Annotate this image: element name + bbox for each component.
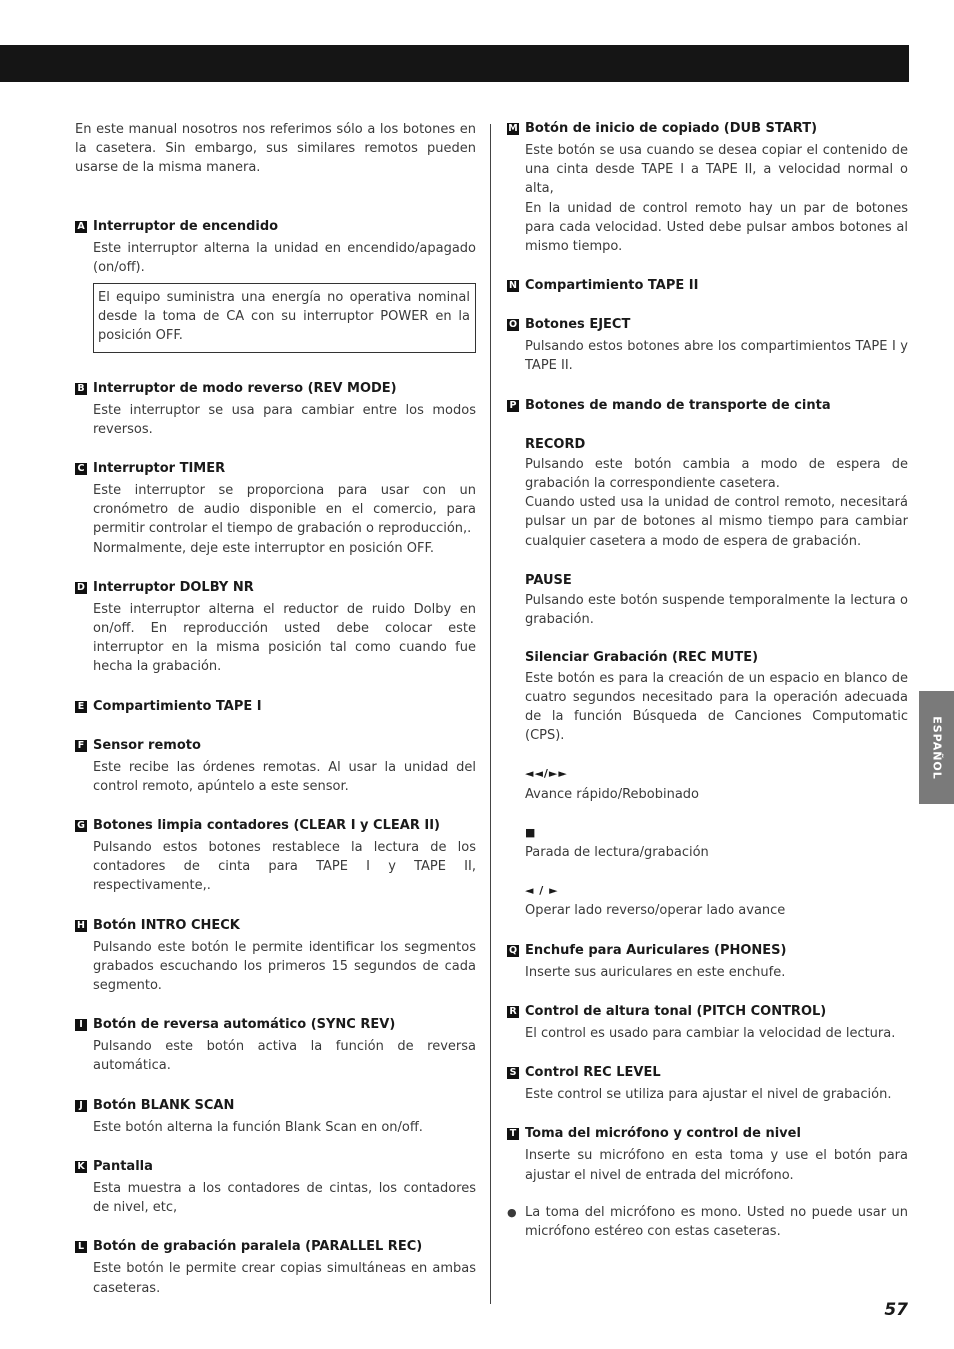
item-h xyxy=(75,917,476,996)
item-r xyxy=(507,1003,908,1043)
item-title: Interruptor de modo reverso (REV MODE) xyxy=(93,380,397,396)
item-letter: J xyxy=(75,1100,87,1112)
item-f xyxy=(75,737,476,796)
sub-body: Parada de lectura/grabación xyxy=(525,845,709,861)
item-letter: T xyxy=(507,1128,519,1140)
item-letter: A xyxy=(75,221,87,233)
item-g xyxy=(75,817,476,896)
item-body: Este interruptor se proporciona para usar con un cronómetro de audio disponible en el comercio, para permitir controlar el tiempo de grabación o reproducción,. xyxy=(93,483,476,537)
bullet-text: La toma del micrófono es mono. Usted no puede usar un micrófono estéreo con estas caseteras. xyxy=(525,1204,908,1239)
left-item-list xyxy=(75,218,476,1298)
language-tab xyxy=(919,691,954,804)
sub-ff-rew xyxy=(525,764,908,803)
sub-record xyxy=(525,435,908,551)
left-column xyxy=(75,120,476,1319)
item-letter: H xyxy=(75,920,87,932)
sub-rec-mute xyxy=(525,648,908,745)
item-d xyxy=(75,579,476,677)
item-a xyxy=(75,218,476,353)
item-title: Interruptor DOLBY NR xyxy=(93,579,254,595)
item-letter: Q xyxy=(508,944,518,956)
item-body: Esta muestra a los contadores de cintas, los contadores de nivel, etc, xyxy=(93,1180,476,1216)
language-tab-label: ESPAÑOL xyxy=(930,715,944,780)
bullet-icon: ● xyxy=(507,1205,517,1219)
item-m xyxy=(507,120,908,256)
item-body: Inserte su micrófono en esta toma y use el botón para ajustar el nivel de entrada del micrófono. xyxy=(525,1148,908,1183)
column-divider xyxy=(490,124,491,1304)
item-title: Enchufe para Auriculares (PHONES) xyxy=(525,942,787,958)
item-letter: S xyxy=(507,1067,519,1079)
item-body: Este interruptor alterna el reductor de ruido Dolby en on/off. En reproducción usted debe colocar este interruptor en la misma posición tal como cuando fue hecha la grabación. xyxy=(93,601,476,675)
item-letter: F xyxy=(75,740,87,752)
item-title: Sensor remoto xyxy=(93,737,201,753)
item-title: Botones EJECT xyxy=(525,317,631,333)
item-title: Botones limpia contadores (CLEAR I y CLEAR II) xyxy=(93,818,440,834)
item-e xyxy=(75,698,476,716)
item-title: Botones de mando de transporte de cinta xyxy=(525,397,831,413)
item-k xyxy=(75,1158,476,1217)
header-bar xyxy=(0,45,909,82)
item-body-2: Normalmente, deje este interruptor en posición OFF. xyxy=(93,540,434,556)
item-body: Inserte sus auriculares en este enchufe. xyxy=(525,964,786,980)
sub-body: Operar lado reverso/operar lado avance xyxy=(525,903,786,919)
sub-body: Avance rápido/Rebobinado xyxy=(525,786,699,802)
item-title: Interruptor de encendido xyxy=(93,218,279,234)
item-letter: D xyxy=(75,582,87,594)
item-body: Este botón alterna la función Blank Scan en on/off. xyxy=(93,1119,423,1135)
item-c xyxy=(75,460,476,558)
item-title: Compartimiento TAPE II xyxy=(525,278,699,294)
sub-title: RECORD xyxy=(525,436,586,452)
sub-title: PAUSE xyxy=(525,572,572,588)
item-n xyxy=(507,277,908,295)
item-letter: B xyxy=(75,383,87,395)
item-body: Este control se utiliza para ajustar el nivel de grabación. xyxy=(525,1087,892,1103)
item-title: Botón de inicio de copiado (DUB START) xyxy=(525,121,818,136)
item-letter: C xyxy=(75,463,87,475)
item-body: Este interruptor se usa para cambiar entre los modos reversos. xyxy=(93,402,476,437)
item-title: Toma del micrófono y control de nivel xyxy=(525,1126,801,1142)
play-direction-icon: ◄ / ► xyxy=(525,884,559,898)
item-title: Control de altura tonal (PITCH CONTROL) xyxy=(525,1003,827,1019)
item-q xyxy=(507,942,908,982)
note-box: El equipo suministra una energía no operativa nominal desde la toma de CA con su interruptor POWER en la posición OFF. xyxy=(93,283,476,353)
item-l xyxy=(75,1238,476,1297)
page-number: 57 xyxy=(884,1300,908,1320)
item-title: Botón de reversa automático (SYNC REV) xyxy=(93,1017,396,1033)
item-body: Pulsando estos botones abre los compartimientos TAPE I y TAPE II. xyxy=(525,339,908,374)
item-title: Compartimiento TAPE I xyxy=(93,698,262,714)
item-letter: K xyxy=(75,1161,87,1173)
ff-rew-icon: ◄◄/►► xyxy=(525,767,568,781)
item-title: Pantalla xyxy=(93,1158,153,1174)
bullet-note xyxy=(507,1203,908,1241)
item-letter: L xyxy=(75,1241,87,1253)
item-letter: P xyxy=(507,400,519,412)
item-b xyxy=(75,380,476,439)
sub-title: Silenciar Grabación (REC MUTE) xyxy=(525,650,759,666)
sub-play xyxy=(525,881,908,920)
sub-body: Pulsando este botón cambia a modo de espera de grabación la correspondiente casetera. xyxy=(525,456,908,492)
item-body-2: En la unidad de control remoto hay un par de botones para cada velocidad. Usted debe pulsar ambos botones al mismo tiempo. xyxy=(525,200,908,255)
item-title: Botón BLANK SCAN xyxy=(93,1097,235,1113)
stop-icon: ■ xyxy=(525,825,537,839)
item-o xyxy=(507,316,908,375)
item-letter: R xyxy=(507,1006,519,1018)
item-t xyxy=(507,1125,908,1241)
item-body: Pulsando estos botones restablece la lectura de los contadores de cinta para TAPE I y TAPE II, respectivamente,. xyxy=(93,840,476,894)
intro-text: En este manual nosotros nos referimos sólo a los botones en la casetera. Sin embargo, sus similares remotos pueden usarse de la misma manera. xyxy=(75,122,476,176)
sub-body: Pulsando este botón suspende temporalmente la lectura o grabación. xyxy=(525,593,908,628)
item-letter: O xyxy=(508,319,518,331)
item-body: El control es usado para cambiar la velocidad de lectura. xyxy=(525,1025,896,1041)
item-title: Botón INTRO CHECK xyxy=(93,917,240,933)
right-column xyxy=(507,120,908,1262)
item-s xyxy=(507,1064,908,1104)
item-j xyxy=(75,1097,476,1137)
item-letter: E xyxy=(75,701,87,713)
item-body: Pulsando este botón activa la función de reversa automática. xyxy=(93,1039,476,1074)
item-title: Interruptor TIMER xyxy=(93,461,226,477)
item-body: Este recibe las órdenes remotas. Al usar la unidad del control remoto, apúntelo a este sensor. xyxy=(93,759,476,794)
item-body: Este botón le permite crear copias simultáneas en ambas caseteras. xyxy=(93,1261,476,1296)
item-title: Control REC LEVEL xyxy=(525,1065,661,1081)
item-body: Este interruptor alterna la unidad en encendido/apagado (on/off). xyxy=(93,240,476,275)
item-title: Botón de grabación paralela (PARALLEL REC) xyxy=(93,1239,423,1255)
item-i xyxy=(75,1016,476,1075)
item-body: Este botón se usa cuando se desea copiar el contenido de una cinta desde TAPE I a TAPE II, a velocidad normal o alta, xyxy=(525,143,908,197)
item-letter: M xyxy=(508,123,518,134)
item-p xyxy=(507,397,908,921)
item-letter: I xyxy=(75,1019,87,1031)
sub-body: Este botón es para la creación de un espacio en blanco de cuatro segundos necesitado para la operación adecuada de la función Búsqueda de Canciones Computomatic (CPS). xyxy=(525,670,908,744)
item-body: Pulsando este botón le permite identificar los segmentos grabados escuchando los primeros 15 segundos de cada segmento. xyxy=(93,939,476,994)
item-letter: N xyxy=(507,280,519,292)
sub-pause xyxy=(525,571,908,630)
sub-body-2: Cuando usted usa la unidad de control remoto, necesitará pulsar un par de botones al mismo tiempo para cambiar cualquier casetera a modo de espera de grabación. xyxy=(525,495,908,549)
item-letter: G xyxy=(75,820,87,832)
sub-stop xyxy=(525,823,908,862)
